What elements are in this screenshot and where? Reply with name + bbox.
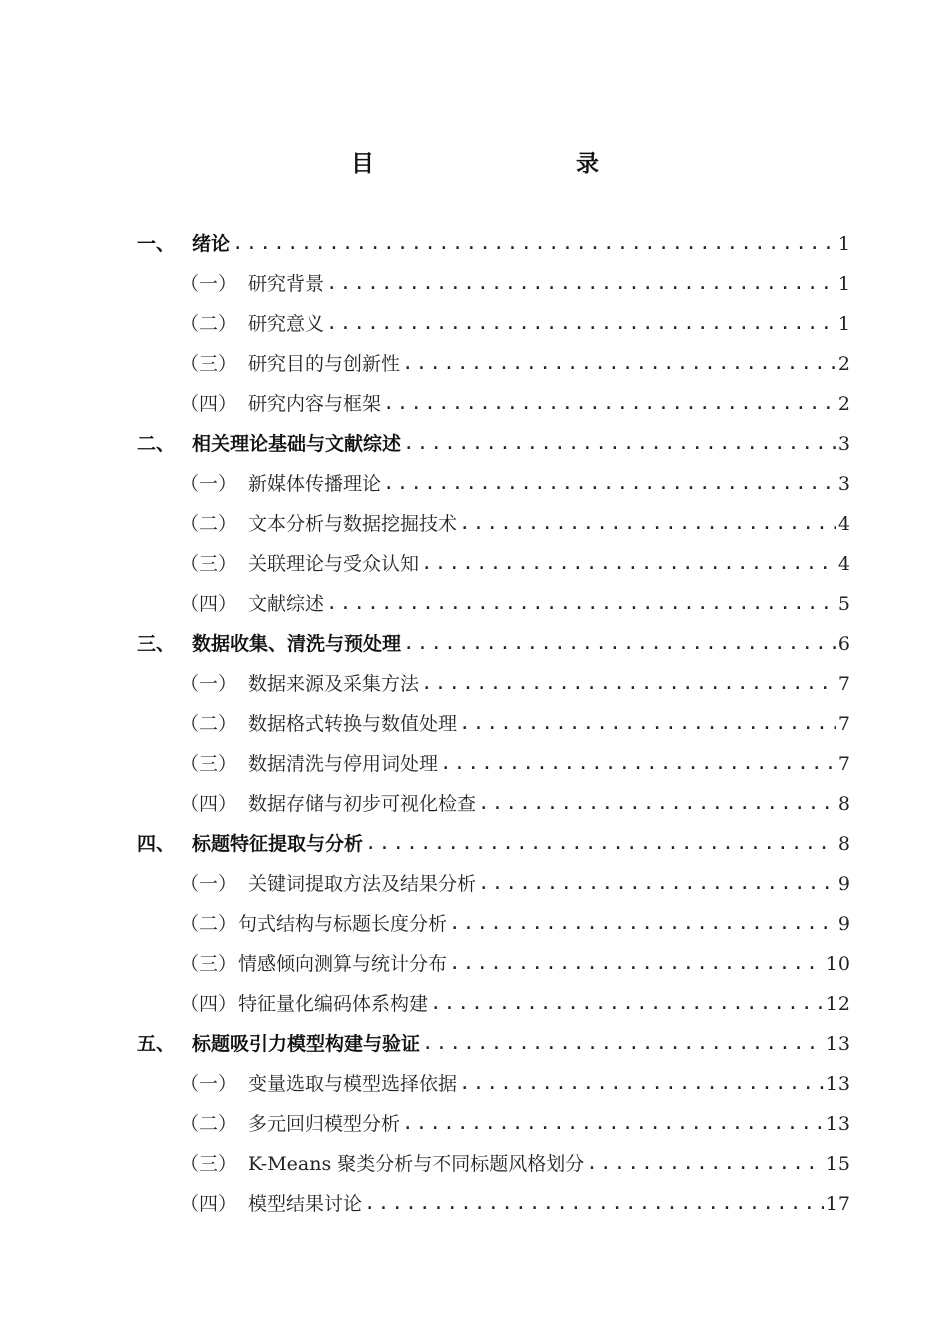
toc-entry-number: 二、 — [137, 433, 176, 455]
toc-chapter-entry[interactable] — [0, 424, 850, 464]
toc-entry-page-number: 8 — [837, 793, 850, 815]
table-of-contents — [0, 224, 950, 1224]
dot-leader — [326, 263, 836, 303]
toc-section-entry[interactable] — [0, 864, 850, 904]
toc-entry-number: （二） — [180, 313, 238, 335]
toc-section-entry[interactable] — [0, 1184, 850, 1224]
toc-section-entry[interactable] — [0, 504, 850, 544]
toc-entry-page-number: 13 — [825, 1073, 850, 1095]
dot-leader — [440, 743, 836, 783]
dot-leader — [459, 1063, 824, 1103]
toc-section-entry[interactable] — [0, 944, 850, 984]
toc-entry-number: 四、 — [137, 833, 176, 855]
toc-entry-number: 五、 — [137, 1033, 176, 1055]
toc-entry-number: （一） — [180, 273, 238, 295]
dot-leader — [459, 703, 836, 743]
toc-entry-number: （二） — [180, 913, 238, 935]
dot-leader — [422, 1023, 824, 1063]
toc-entry-title: 绪论 — [192, 233, 231, 255]
toc-entry-number: （一） — [180, 873, 238, 895]
dot-leader — [586, 1143, 824, 1183]
toc-entry-number: （四） — [180, 593, 238, 615]
toc-entry-number: （三） — [180, 753, 238, 775]
toc-section-entry[interactable] — [0, 904, 850, 944]
toc-entry-number: 一、 — [137, 233, 176, 255]
toc-entry-title: 文本分析与数据挖掘技术 — [248, 513, 458, 535]
toc-entry-page-number: 7 — [837, 713, 850, 735]
toc-entry-title: 多元回归模型分析 — [248, 1113, 401, 1135]
toc-entry-number: （四） — [180, 1193, 238, 1215]
toc-entry-page-number: 15 — [825, 1153, 850, 1175]
toc-chapter-entry[interactable] — [0, 224, 850, 264]
toc-entry-title: 标题特征提取与分析 — [192, 833, 364, 855]
toc-entry-title: 相关理论基础与文献综述 — [192, 433, 402, 455]
toc-entry-number: 三、 — [137, 633, 176, 655]
page-title: 目 录 — [351, 151, 651, 177]
dot-leader — [365, 823, 836, 863]
toc-entry-page-number: 7 — [837, 753, 850, 775]
toc-entry-title: 数据格式转换与数值处理 — [248, 713, 458, 735]
toc-section-entry[interactable] — [0, 984, 850, 1024]
toc-entry-title: 数据收集、清洗与预处理 — [192, 633, 402, 655]
dot-leader — [421, 663, 836, 703]
toc-entry-title: 研究内容与框架 — [248, 393, 382, 415]
toc-entry-number: （三） — [180, 353, 238, 375]
toc-section-entry[interactable] — [0, 1064, 850, 1104]
toc-entry-number: （三） — [180, 953, 238, 975]
toc-entry-page-number: 10 — [825, 953, 850, 975]
toc-section-entry[interactable] — [0, 584, 850, 624]
toc-entry-page-number: 6 — [837, 633, 850, 655]
dot-leader — [449, 943, 824, 983]
toc-entry-title: 标题吸引力模型构建与验证 — [192, 1033, 421, 1055]
toc-entry-number: （三） — [180, 553, 238, 575]
dot-leader — [421, 543, 836, 583]
toc-entry-page-number: 12 — [825, 993, 850, 1015]
toc-entry-number: （一） — [180, 473, 238, 495]
dot-leader — [449, 903, 836, 943]
toc-entry-page-number: 3 — [837, 473, 850, 495]
toc-entry-title: 研究目的与创新性 — [248, 353, 401, 375]
toc-entry-number: （四） — [180, 993, 238, 1015]
toc-section-entry[interactable] — [0, 544, 850, 584]
toc-section-entry[interactable] — [0, 1144, 850, 1184]
toc-entry-number: （三） — [180, 1153, 238, 1175]
toc-section-entry[interactable] — [0, 664, 850, 704]
toc-entry-title: 研究背景 — [248, 273, 325, 295]
toc-entry-page-number: 8 — [837, 833, 850, 855]
toc-section-entry[interactable] — [0, 1104, 850, 1144]
toc-entry-page-number: 1 — [837, 313, 850, 335]
dot-leader — [326, 583, 836, 623]
toc-entry-page-number: 3 — [837, 433, 850, 455]
toc-entry-title: 数据清洗与停用词处理 — [248, 753, 439, 775]
toc-entry-title: 变量选取与模型选择依据 — [248, 1073, 458, 1095]
toc-chapter-entry[interactable] — [0, 1024, 850, 1064]
toc-entry-number: （一） — [180, 1073, 238, 1095]
toc-chapter-entry[interactable] — [0, 824, 850, 864]
toc-entry-number: （四） — [180, 793, 238, 815]
toc-entry-page-number: 17 — [825, 1193, 850, 1215]
toc-section-entry[interactable] — [0, 704, 850, 744]
toc-entry-title: 研究意义 — [248, 313, 325, 335]
toc-section-entry[interactable] — [0, 464, 850, 504]
toc-entry-title: 关联理论与受众认知 — [248, 553, 420, 575]
dot-leader — [402, 343, 836, 383]
toc-entry-page-number: 4 — [837, 553, 850, 575]
toc-entry-number: （二） — [180, 1113, 238, 1135]
toc-entry-title: 新媒体传播理论 — [248, 473, 382, 495]
toc-entry-title: 关键词提取方法及结果分析 — [248, 873, 477, 895]
toc-entry-number: （四） — [180, 393, 238, 415]
toc-entry-page-number: 1 — [837, 233, 850, 255]
toc-entry-number: （二） — [180, 513, 238, 535]
toc-entry-title: 数据来源及采集方法 — [248, 673, 420, 695]
toc-entry-title: 数据存储与初步可视化检查 — [248, 793, 477, 815]
toc-entry-page-number: 9 — [837, 913, 850, 935]
toc-entry-title: 文献综述 — [248, 593, 325, 615]
dot-leader — [232, 223, 836, 263]
toc-entry-title: 模型结果讨论 — [248, 1193, 363, 1215]
dot-leader — [403, 623, 836, 663]
toc-section-entry[interactable] — [0, 344, 850, 384]
toc-entry-title: 特征量化编码体系构建 — [238, 993, 429, 1015]
toc-entry-page-number: 13 — [825, 1113, 850, 1135]
toc-section-entry[interactable] — [0, 304, 850, 344]
toc-entry-page-number: 4 — [837, 513, 850, 535]
dot-leader — [459, 503, 836, 543]
dot-leader — [430, 983, 824, 1023]
toc-chapter-entry[interactable] — [0, 624, 850, 664]
toc-entry-page-number: 9 — [837, 873, 850, 895]
dot-leader — [364, 1183, 824, 1223]
toc-entry-page-number: 5 — [837, 593, 850, 615]
dot-leader — [383, 463, 836, 503]
toc-entry-page-number: 1 — [837, 273, 850, 295]
dot-leader — [478, 783, 836, 823]
dot-leader — [402, 1103, 824, 1143]
dot-leader — [478, 863, 836, 903]
toc-entry-page-number: 7 — [837, 673, 850, 695]
dot-leader — [403, 423, 836, 463]
toc-section-entry[interactable] — [0, 744, 850, 784]
toc-entry-title: K-Means 聚类分析与不同标题风格划分 — [248, 1153, 585, 1175]
toc-entry-title: 情感倾向测算与统计分布 — [238, 953, 448, 975]
toc-section-entry[interactable] — [0, 264, 850, 304]
toc-entry-page-number: 13 — [825, 1033, 850, 1055]
toc-section-entry[interactable] — [0, 784, 850, 824]
toc-section-entry[interactable] — [0, 384, 850, 424]
toc-entry-page-number: 2 — [837, 353, 850, 375]
dot-leader — [326, 303, 836, 343]
toc-entry-number: （二） — [180, 713, 238, 735]
toc-entry-page-number: 2 — [837, 393, 850, 415]
dot-leader — [383, 383, 836, 423]
toc-entry-number: （一） — [180, 673, 238, 695]
toc-entry-title: 句式结构与标题长度分析 — [238, 913, 448, 935]
